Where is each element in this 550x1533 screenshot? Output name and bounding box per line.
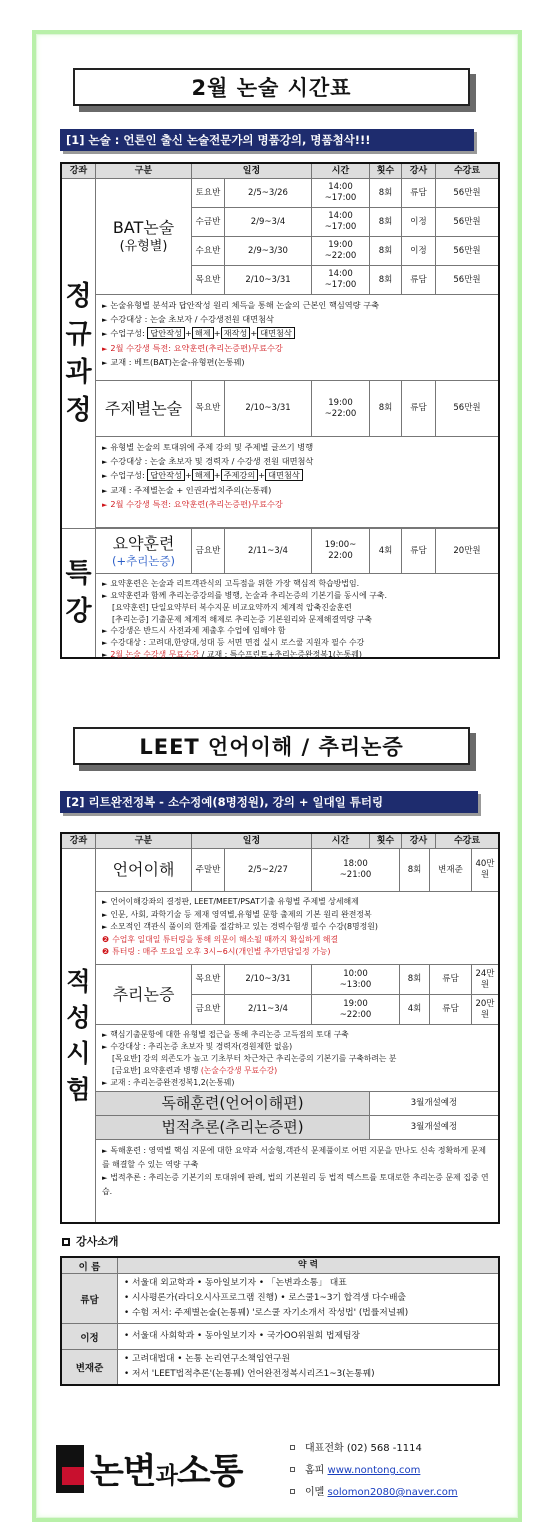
table-row: 수요반 2/9~3/30 19:00 ~22:00 8회 이정 56만원	[192, 237, 498, 266]
section-header-essay: [1] 논술 : 언론인 출신 논술전문가의 명품강의, 명품첨삭!!!	[60, 129, 474, 151]
table-row: 주말반 2/5~2/27 18:00 ~21:00 8회 변재준 40만원	[192, 849, 498, 892]
page-title: 2월 논술 시간표	[191, 76, 352, 100]
section-header-leet: [2] 리트완전정복 - 소수정예(8명정원), 강의 + 일대일 튜터링	[60, 791, 478, 813]
email-link[interactable]: solomon2080@naver.com	[327, 1487, 458, 1498]
table-header-row: 강좌 구분 일정 시간 횟수 강사 수강료	[62, 164, 498, 179]
table-row: 금요반 2/11~3/4 19:00 ~22:00 4회 류담 20만원	[192, 995, 498, 1025]
table-row: 목요반 2/10~3/31 14:00 ~17:00 8회 류담 56만원	[192, 266, 498, 295]
title-banner-essay	[73, 68, 470, 106]
table-header-row: 강좌 구분 일정 시간 횟수 강사 수강료	[62, 834, 498, 849]
contact-info: 대표전화 (02) 568 -1114 홈피 www.nontong.com 이멜 solomon2080@naver.com	[290, 1438, 458, 1504]
course-reasoning: 추리논증	[96, 965, 192, 1025]
summary-description: ► 요약훈련은 논술과 리트객관식의 고득점을 위한 가장 핵심적 학습방법임. ► 요약훈련과 함께 추리논증강의를 병행, 논술과 추리논증의 기본기를 동시에 구축. [요약훈련] 단일요약부터 복수지문 비교요약까지 체계적 압축진술훈련 [추리논증] 기출문제 체계적 해제로 추리논증 기본원리와 문제해결역량 구축 ► 수강생은 반드시 사전과제 제출후 수업에 임해야 함 ► 수강대상 : 고려대,한양대,성대 등 서면 면접 실시 로스쿨 지원자 필수 수강 ► 2월 논술 수강생 무료수강 / 교재 : 특수프린트+추리논증완정복1(논통꿰)	[96, 574, 498, 657]
summary-schedule	[192, 529, 498, 574]
table-row: 목요반 2/10~3/31 10:00 ~13:00 8회 류담 24만원	[192, 965, 498, 995]
homepage-link[interactable]: www.nontong.com	[327, 1465, 421, 1476]
table-row: 금요반 2/11~3/4 19:00~ 22:00 4회 류담 20만원	[192, 529, 498, 574]
table-row: 목요반 2/10~3/31 19:00 ~22:00 8회 류담 56만원	[192, 381, 498, 437]
course-theme: 주제별논술	[96, 381, 192, 437]
logo-icon	[56, 1445, 84, 1493]
essay-table	[60, 162, 500, 659]
bullet-icon	[290, 1445, 295, 1450]
table-row: 수금반 2/9~3/4 14:00 ~17:00 8회 이정 56만원	[192, 208, 498, 237]
brand-logo: 논변과소통	[56, 1433, 276, 1505]
regular-course-label: 정 규 과 정	[62, 179, 96, 528]
bullet-icon	[290, 1489, 295, 1494]
language-description: ► 언어이해강좌의 결정판, LEET/MEET/PSAT기출 유형별 주제별 상세해제 ► 인문, 사회, 과학기술 등 제재 영역별,유형별 문항 출제의 기본 원리 완전정복 ► 소모적인 객관식 풀이의 한계를 절감하고 있는 경력수험생 필수 수강(8명정원) ❷ 수업후 일대일 튜터링을 통해 의문이 해소될 때까지 확실하게 해결 ❷ 튜터링 : 매주 토요일 오후 3시~6시(개인별 추가면담일정 가능)	[96, 892, 498, 965]
theme-schedule	[192, 381, 498, 437]
leet-title: LEET 언어이해 / 추리논증	[139, 735, 404, 759]
course-language: 언어이해	[96, 849, 192, 892]
bullet-icon	[290, 1467, 295, 1472]
course-bat: BAT논술 (유형별)	[96, 179, 192, 295]
table-row: 토요반 2/5~3/26 14:00 ~17:00 8회 류담 56만원	[192, 179, 498, 208]
instructor-row-ijeong: 이정 • 서울대 사회학과 • 동아일보기자 • 국가OO위원회 법제팀장	[62, 1324, 498, 1350]
instructor-row-byeonjaejun: 변재준 • 고려대법대 • 논통 논리연구소책임연구원 • 저서 'LEET법적추론'(논통꿰) 언어완전정복시리즈1~3(논통꿰)	[62, 1350, 498, 1384]
reasoning-schedule	[192, 965, 498, 1025]
course-summary: 요약훈련 (+추리논증)	[96, 529, 192, 574]
phone-number: (02) 568 -1114	[346, 1443, 422, 1454]
leet-table	[60, 832, 500, 1224]
instructors-title: 강사소개	[62, 1233, 119, 1249]
bat-description: ► 논술유형별 분석과 답안작성 원리 체득을 통해 논술의 근본인 핵심역량 구축 ► 수강대상 : 논술 초보자 / 수강생전원 대면첨삭 ► 수업구성: 답안작성 + 해제 + 재작성 + 대면첨삭 ► 2월 수강생 특전: 요약훈련(추리논증편)무료수강 ► 교재 : 베트(BAT)논술-유형편(논통꿰)	[96, 295, 498, 381]
instructors-table	[60, 1256, 500, 1386]
special-course-label: 특 강	[62, 529, 96, 657]
instructors-header-row: 이 름 약 력	[62, 1258, 498, 1274]
theme-description: ► 유형별 논술의 토대위에 주제 강의 및 주제별 글쓰기 병행 ► 수강대상 : 논술 초보자 및 경력자 / 수강생 전원 대면첨삭 ► 수업구성: 답안작성 + 해제 + 주제강의 + 대면첨삭 ► 교재 : 주제별논술 + 인권과법치주의(논통꿰) ► 2월 수강생 특전: 요약훈련(추리논증편)무료수강	[96, 437, 498, 528]
list-item: 법적추론(추리논증편) 3월개설예정	[96, 1116, 498, 1140]
list-item: 독해훈련(언어이해편) 3월개설예정	[96, 1092, 498, 1116]
upcoming-courses	[96, 1092, 498, 1140]
language-schedule	[192, 849, 498, 892]
bat-schedule	[192, 179, 498, 295]
aptitude-test-label: 적 성 시 험	[62, 849, 96, 1222]
title-banner-leet	[73, 727, 470, 765]
instructor-row-ryudam: 류담 • 서울대 외교학과 • 동아일보기자 • 「논변과소통」 대표 • 시사평론가(라디오시사프로그램 진행) • 로스쿨1~3기 합격생 다수배출 • 수험 저서: 주제별논술(논통꿰) '로스쿨 자기소개서 작성법' (법률저널꿰)	[62, 1274, 498, 1324]
upcoming-description: ► 독해훈련 : 영역별 핵심 지문에 대한 요약과 서술형,객관식 문제풀이로 어떤 지문을 만나도 신속 정확하게 문제를 해결할 수 있는 역량 구축 ► 법적추론 : 추리논증 기본기의 토대위에 판례, 법의 기본원리 등 법적 텍스트를 토대로한 추리논증 문제 집중 연습.	[96, 1140, 498, 1222]
reasoning-description: ► 핵심기출문항에 대한 유형별 접근을 통해 추리논증 고득점의 토대 구축 ► 수강대상 : 추리논증 초보자 및 경력자(경원제한 없음) [목요반] 강의 의존도가 높고 기초부터 차근차근 추리논증의 기본기를 구축하려는 분 [금요반] 요약훈련과 병행 (논술수강생 무료수강) ► 교재 : 추리논증완전정복1,2(논통꿰)	[96, 1025, 498, 1092]
